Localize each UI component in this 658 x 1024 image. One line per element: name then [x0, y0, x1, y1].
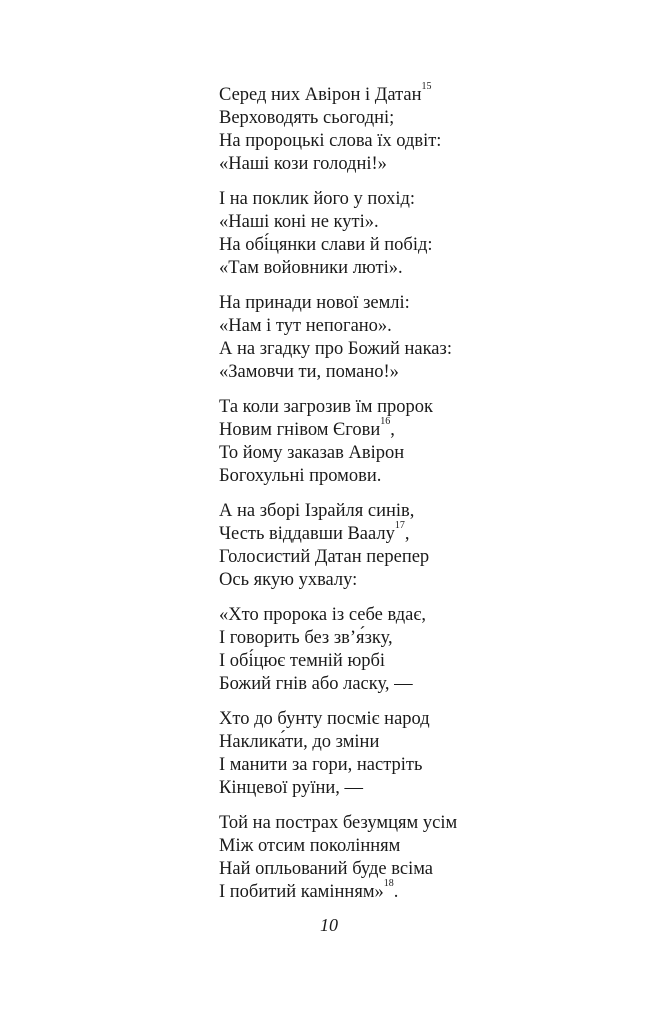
stanza — [219, 292, 619, 384]
verse-text: Най опльований буде всіма — [219, 859, 434, 879]
verse-line — [219, 292, 619, 315]
verse-line — [219, 442, 619, 465]
verse-line — [219, 234, 619, 257]
verse-line — [219, 754, 619, 777]
verse-line — [219, 569, 619, 592]
verse-text: «Наші кози голодні!» — [219, 154, 387, 174]
verse-line — [219, 835, 619, 858]
verse-line — [219, 396, 619, 419]
verse-text: І побитий камінням» — [219, 882, 384, 902]
stanza — [219, 604, 619, 696]
verse-line — [219, 777, 619, 800]
verse-line — [219, 361, 619, 384]
verse-line — [219, 520, 619, 546]
verse-text: Та коли загрозив їм пророк — [219, 397, 434, 417]
verse-line — [219, 81, 619, 107]
verse-text: Честь віддавши Ваалу — [219, 524, 395, 544]
verse-line — [219, 878, 619, 904]
footnote-marker: 18 — [383, 878, 394, 889]
verse-line — [219, 673, 619, 696]
verse-text: Між отсим поколінням — [219, 836, 401, 856]
stanza — [219, 812, 619, 904]
verse-line — [219, 858, 619, 881]
stanza — [219, 188, 619, 280]
verse-text: На обі́цянки слави й побід: — [219, 235, 433, 255]
trailing-punctuation: , — [404, 524, 410, 544]
footnote-marker: 16 — [380, 416, 391, 427]
verse-line — [219, 338, 619, 361]
verse-line — [219, 604, 619, 627]
verse-text: Божий гнів або ласку, — — [219, 674, 413, 694]
verse-line — [219, 465, 619, 488]
verse-text: «Хто пророка із себе вдає, — [219, 605, 426, 625]
poem — [219, 81, 619, 916]
verse-line — [219, 546, 619, 569]
verse-text: Новим гнівом Єгови — [219, 420, 381, 440]
verse-text: «Там войовники люті». — [219, 258, 403, 278]
verse-text: І на поклик його у похід: — [219, 189, 416, 209]
verse-line — [219, 731, 619, 754]
verse-text: Той на пострах безумцям усім — [219, 813, 458, 833]
verse-line — [219, 650, 619, 673]
verse-line — [219, 153, 619, 176]
footnote-marker: 17 — [394, 520, 405, 531]
verse-text: То йому заказав Авірон — [219, 443, 405, 463]
trailing-punctuation: . — [393, 882, 399, 902]
verse-text: Кінцевої руїни, — — [219, 778, 364, 798]
verse-text: «Наші коні не куті». — [219, 212, 379, 232]
stanza — [219, 396, 619, 488]
verse-line — [219, 130, 619, 153]
verse-text: Ось якую ухвалу: — [219, 570, 358, 590]
stanza — [219, 81, 619, 176]
verse-text: І обі́цює темній юрбі — [219, 651, 386, 671]
verse-text: «Нам і тут непогано». — [219, 316, 392, 336]
verse-text: І говорить без зв’я́зку, — [219, 628, 393, 648]
verse-text: А на зборі Ізрайля синів, — [219, 501, 415, 521]
verse-text: Серед них Авірон і Датан — [219, 85, 422, 105]
verse-text: Хто до бунту посміє народ — [219, 709, 430, 729]
verse-text: А на згадку про Божий наказ: — [219, 339, 452, 359]
verse-line — [219, 416, 619, 442]
verse-line — [219, 211, 619, 234]
stanza — [219, 500, 619, 592]
verse-text: На пророцькі слова їх одвіт: — [219, 131, 442, 151]
footnote-marker: 15 — [421, 81, 432, 92]
verse-text: І манити за гори, настріть — [219, 755, 423, 775]
verse-line — [219, 257, 619, 280]
verse-line — [219, 812, 619, 835]
verse-text: На принади нової землі: — [219, 293, 410, 313]
verse-line — [219, 627, 619, 650]
verse-line — [219, 107, 619, 130]
trailing-punctuation: , — [390, 420, 395, 440]
verse-line — [219, 188, 619, 211]
verse-text: «Замовчи ти, помано!» — [219, 362, 399, 382]
verse-line — [219, 315, 619, 338]
page-number: 10 — [320, 915, 338, 935]
verse-text: Голосистий Датан перепер — [219, 547, 430, 567]
verse-text: Богохульні промови. — [219, 466, 382, 486]
verse-line — [219, 708, 619, 731]
verse-text: Верховодять сьогодні; — [219, 108, 395, 128]
verse-text: Наклика́ти, до зміни — [219, 732, 380, 752]
verse-line — [219, 500, 619, 523]
stanza — [219, 708, 619, 800]
